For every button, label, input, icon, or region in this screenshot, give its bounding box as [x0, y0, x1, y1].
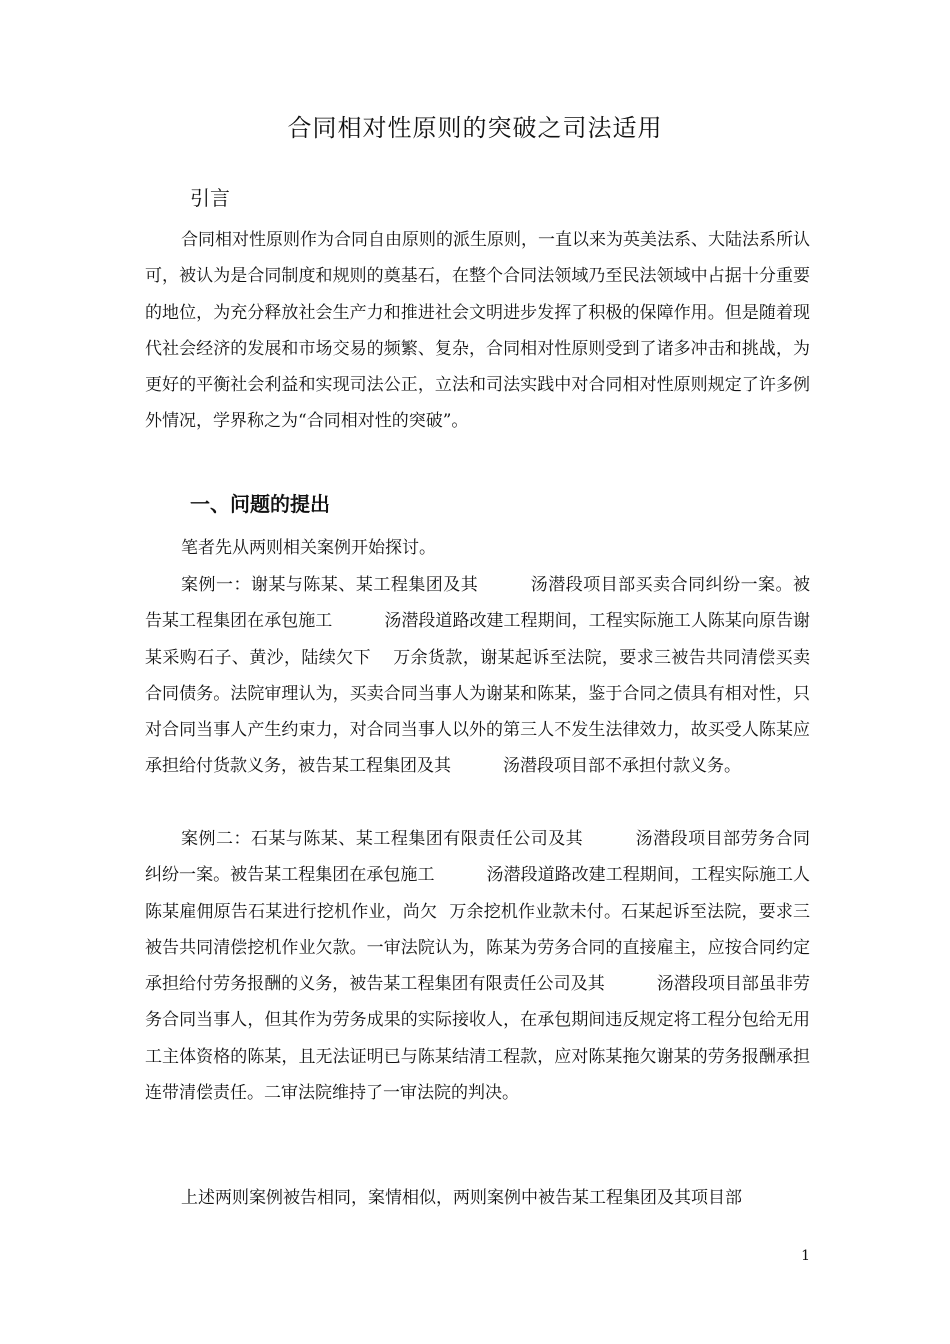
- case-one-paragraph: [145, 567, 810, 785]
- author-intro-paragraph: 笔者先从两则相关案例开始探讨。: [181, 538, 436, 558]
- case-two-text-2: 汤潜段项目部劳务合同纠纷一案。被告某工程集团在承包施工: [145, 829, 811, 886]
- case-two-label: 案例二：: [181, 829, 251, 849]
- case-one-text-4: 万余货款，谢某起诉至法院，要求三被告共同清偿买卖合同债务。法院审理认为，买卖合同当事人为谢某和陈某，鉴于合同之债具有相对性，只对合同当事人产生约束力，对合同当事人以外的第三人不发生法律效力，故买受人陈某应承担给付货款义务，被告某工程集团及其: [145, 647, 811, 777]
- case-one-text-2: 汤潜段项目部买卖合同纠纷一案。被告某工程集团在承包施工: [145, 575, 811, 632]
- case-two-paragraph: [145, 821, 810, 1111]
- section-heading: 一、问题的提出: [190, 492, 330, 516]
- case-one-text-3: 汤潜段道路改建工程期间，工程实际施工人陈某向原告谢某采购石子、黄沙，陆续欠下: [145, 611, 811, 668]
- intro-heading: 引言: [190, 186, 230, 210]
- case-one-text-1: 谢某与陈某、某工程集团及其: [250, 575, 479, 595]
- document-title: 合同相对性原则的突破之司法适用: [287, 114, 663, 142]
- page-number: 1: [801, 1248, 810, 1264]
- case-two-text-4: 万余挖机作业款未付。石某起诉至法院，要求三被告共同清偿挖机作业欠款。一审法院认为，陈某为劳务合同的直接雇主，应按合同约定承担给付劳务报酬的义务，被告某工程集团有限责任公司及其: [145, 901, 811, 995]
- closing-paragraph: 上述两则案例被告相同，案情相似，两则案例中被告某工程集团及其项目部: [181, 1188, 742, 1208]
- case-two-text-1: 石某与陈某、某工程集团有限责任公司及其: [250, 829, 584, 849]
- case-two-text-5: 汤潜段项目部虽非劳务合同当事人，但其作为劳务成果的实际接收人，在承包期间违反规定将工程分包给无用工主体资格的陈某，且无法证明已与陈某结清工程款，应对陈某拖欠谢某的劳务报酬承担连带清偿责任。二审法院维持了一审法院的判决。: [145, 974, 810, 1104]
- case-two-text-3: 汤潜段道路改建工程期间，工程实际施工人陈某雇佣原告石某进行挖机作业，尚欠: [145, 865, 811, 922]
- case-one-label: 案例一：: [181, 575, 251, 595]
- intro-paragraph: 合同相对性原则作为合同自由原则的派生原则，一直以来为英美法系、大陆法系所认可，被认为是合同制度和规则的奠基石，在整个合同法领域乃至民法领域中占据十分重要的地位，为充分释放社会生产力和推进社会文明进步发挥了积极的保障作用。但是随着现代社会经济的发展和市场交易的频繁、复杂，合同相对性原则受到了诸多冲击和挑战，为更好的平衡社会利益和实现司法公正，立法和司法实践中对合同相对性原则规定了许多例外情况，学界称之为“合同相对性的突破”。: [145, 230, 810, 432]
- case-one-text-5: 汤潜段项目部不承担付款义务。: [503, 756, 741, 777]
